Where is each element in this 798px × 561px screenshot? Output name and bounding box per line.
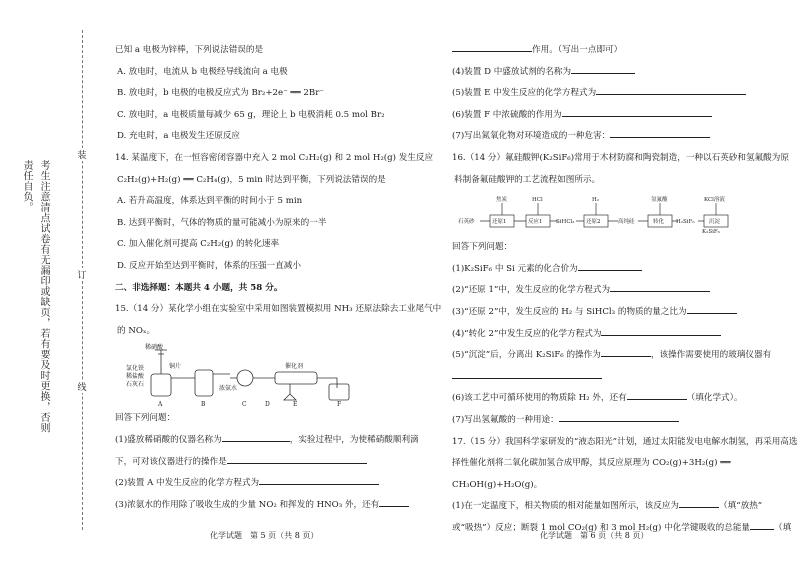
q13-option-c: C. 放电时，a 电极质量每减少 65 g，理论上 b 电极消耗 0.5 mol Br₂ bbox=[117, 109, 385, 120]
flow-node-convert: 转化 bbox=[653, 219, 665, 226]
q17-part1: (1)在一定温度下，相关物质的相对能量如图所示，该反应为 bbox=[452, 501, 680, 512]
flow-node-reduce1: 还原1 bbox=[492, 219, 507, 226]
q16-part3: (3)“还原 2”中，发生反应的 H₂ 与 SiHCl₃ 的物质的量之比为 bbox=[452, 306, 687, 317]
q14-option-d: D. 反应开始至达到平衡时，体系的压强一直减小 bbox=[117, 260, 301, 271]
q16-blank-8[interactable] bbox=[559, 411, 679, 422]
q16-blank-4[interactable] bbox=[601, 325, 721, 336]
q15-blank-9[interactable] bbox=[610, 127, 710, 138]
q15-part5: (5)装置 E 中发生反应的化学方程式为 bbox=[452, 88, 597, 99]
q15-blank-6[interactable] bbox=[571, 63, 635, 74]
flow-node-quartz: 石英砂 bbox=[458, 219, 475, 226]
candidate-notice: 考生注意清点试卷有无漏印或缺页，若有要及时更换，否则责任自负。 bbox=[21, 160, 49, 433]
label-conc-ammonia: 浓氨水 bbox=[219, 385, 238, 393]
label-e: E bbox=[293, 401, 298, 409]
q15-blank-7[interactable] bbox=[596, 84, 746, 95]
q13-option-b: B. 放电时，b 电极的电极反应式为 Br₂+2e⁻ ══ 2Br⁻ bbox=[117, 88, 324, 99]
binding-char-zhuang: 装 bbox=[75, 148, 89, 161]
q15-blank-8[interactable] bbox=[562, 106, 712, 117]
label-b: B bbox=[201, 401, 206, 409]
q16-process-flow bbox=[458, 193, 738, 236]
q16-blank-7[interactable] bbox=[627, 389, 687, 400]
q16-part1: (1)K₂SiF₆ 中 Si 元素的化合价为 bbox=[452, 263, 578, 274]
q15-part1-line2: 下，可对该仪器进行的操作是 bbox=[115, 456, 227, 467]
flow-node-h2sif6: H₂SiF₆ bbox=[676, 219, 695, 226]
q16-answer-intro: 回答下列问题： bbox=[452, 242, 513, 253]
flow-label-coke: 焦炭 bbox=[496, 197, 508, 204]
flow-label-kcl: KCl溶液 bbox=[704, 197, 725, 204]
q15-part1-cont: ，实验过程中，为使稀硝酸顺利滴 bbox=[289, 434, 419, 445]
q16-part7: (7)写出氢氟酸的一种用途： bbox=[452, 414, 559, 425]
page-6-column bbox=[452, 40, 798, 539]
q15-part2: (2)装置 A 中发生反应的化学方程式为 bbox=[115, 478, 260, 489]
binding-char-ding: 订 bbox=[75, 268, 89, 281]
q16-part6: (6)该工艺中可循环使用的物质除 H₂ 外，还有 bbox=[452, 393, 627, 404]
q15-part3-end: 作用。（写出一点即可） bbox=[532, 45, 623, 55]
q15-part1: (1)盛放稀硝酸的仪器名称为 bbox=[115, 434, 222, 445]
label-f: F bbox=[337, 401, 342, 409]
label-dilute-hcl: 稀盐酸 bbox=[126, 373, 145, 381]
section-heading: 二、非选择题：本题共 4 小题，共 58 分。 bbox=[115, 282, 283, 293]
q15-apparatus-diagram bbox=[125, 344, 365, 408]
q16-stem: 16.（14 分）氟硅酸钾(K₂SiF₆)常用于木材防腐和陶瓷制造，一种以石英砂和氢氟酸为原 bbox=[452, 152, 789, 163]
q17-equation-end: CH₃OH(g)+H₂O(g)。 bbox=[452, 479, 543, 490]
flow-node-reduce2: 还原2 bbox=[586, 219, 601, 226]
q14-option-c: C. 加入催化剂可提高 C₂H₂(g) 的转化速率 bbox=[117, 239, 280, 250]
q16-part5: (5)“沉淀”后，分离出 K₂SiF₆ 的操作为 bbox=[452, 350, 601, 361]
label-dilute-nitric: 稀硝酸 bbox=[145, 344, 164, 352]
q16-part4: (4)“转化 2”中发生反应的化学方程式为 bbox=[452, 328, 602, 339]
footer-page-6: 化学试题 第 6 页（共 8 页） bbox=[540, 531, 649, 540]
flow-node-pure-si: 高纯硅 bbox=[618, 219, 635, 226]
q16-blank-2[interactable] bbox=[610, 281, 710, 292]
label-iron-chloride: 氯化铁 bbox=[126, 365, 145, 373]
flow-label-hcl: HCl bbox=[532, 197, 543, 204]
page-5-column bbox=[115, 40, 442, 516]
q17-stem: 17.（15 分）我国科学家研发的“液态阳光”计划，通过太阳能发电电解水制氢，再采用高选 bbox=[452, 436, 798, 447]
label-copper: 铜片 bbox=[169, 363, 182, 371]
flow-label-hf: 氢氟酸 bbox=[651, 197, 668, 204]
q17-part1-end: （填 bbox=[774, 522, 792, 533]
label-d: D bbox=[265, 401, 270, 409]
q15-part3: (3)浓氨水的作用除了吸收生成的少量 NO₂ 和挥发的 HNO₃ 外，还有 bbox=[115, 499, 380, 510]
q16-blank-1[interactable] bbox=[578, 260, 642, 271]
q16-blank-3[interactable] bbox=[687, 303, 737, 314]
label-catalyst: 催化剂 bbox=[285, 363, 304, 371]
flow-node-sihcl3: SiHCl₃ bbox=[556, 219, 575, 226]
q15-blank-1[interactable] bbox=[222, 431, 290, 442]
footer-page-5: 化学试题 第 5 页（共 8 页） bbox=[210, 531, 319, 540]
q15-part7: (7)写出氮氧化物对环境造成的一种危害： bbox=[452, 131, 611, 142]
label-limestone: 石灰石 bbox=[126, 381, 145, 389]
flow-node-k2sif6: K₂SiF₆ bbox=[702, 229, 720, 236]
flow-label-h2: H₂ bbox=[592, 197, 600, 204]
q15-part4: (4)装置 D 中盛放试剂的名称为 bbox=[452, 66, 572, 77]
label-a: A bbox=[158, 401, 163, 409]
q14-option-a: A. 若升高温度，体系达到平衡的时间小于 5 min bbox=[117, 196, 303, 207]
q14-stem: 14. 某温度下，在一恒容密闭容器中充入 2 mol C₂H₂(g) 和 2 mol H₂(g) 发生反应 bbox=[115, 152, 434, 163]
q15-blank-4[interactable] bbox=[379, 496, 409, 507]
q17-blank-2[interactable] bbox=[750, 519, 774, 530]
q13-stem-end: 已知 a 电极为锌棒，下列说法错误的是 bbox=[115, 45, 264, 55]
q15-blank-2[interactable] bbox=[227, 453, 367, 464]
q16-stem-cont: 料制备氟硅酸钾的工艺流程如图所示。 bbox=[454, 174, 601, 185]
q15-answer-intro: 回答下列问题： bbox=[115, 413, 176, 424]
q17-part1-choice: （填“放热” bbox=[719, 501, 763, 512]
q13-option-d: D. 充电时，a 电极发生还原反应 bbox=[117, 131, 241, 142]
q16-blank-6[interactable] bbox=[452, 368, 602, 379]
q17-blank-1[interactable] bbox=[679, 497, 719, 508]
q15-blank-5[interactable] bbox=[452, 41, 532, 52]
q14-option-b: B. 达到平衡时，气体的物质的量可能减小为原来的一半 bbox=[117, 217, 327, 228]
q16-part2: (2)“还原 1”中，发生反应的化学方程式为 bbox=[452, 285, 611, 296]
q14-equation: C₂H₂(g)+H₂(g) ══ C₂H₄(g)，5 min 时达到平衡，下列说法错误的是 bbox=[117, 174, 386, 185]
binding-char-xian: 线 bbox=[75, 380, 89, 393]
q15-blank-3[interactable] bbox=[259, 474, 379, 485]
label-c: C bbox=[242, 401, 247, 409]
q15-stem: 15.（14 分）某化学小组在实验室中采用如图装置模拟用 NH₃ 还原法除去工业尾气中 bbox=[115, 304, 442, 315]
binding-margin bbox=[0, 0, 90, 561]
q17-part1-cont: 或“吸热”）反应；断裂 1 mol CO₂(g) 和 3 mol H₂(g) 中化学键吸收的总能量 bbox=[452, 522, 751, 533]
flow-node-react1: 反应1 bbox=[528, 219, 543, 226]
q15-stem-cont: 的 NOₓ。 bbox=[117, 325, 156, 336]
flow-node-precip: 沉淀 bbox=[709, 219, 721, 226]
q16-blank-5[interactable] bbox=[601, 346, 651, 357]
q16-part5-cont: ，该操作需要使用的玻璃仪器有 bbox=[650, 350, 772, 361]
q13-option-a: A. 放电时，电流从 b 电极经导线流向 a 电极 bbox=[117, 66, 288, 77]
q17-stem-cont: 择性催化剂将二氧化碳加氢合成甲醇，其反应原理为 CO₂(g)+3H₂(g) ══ bbox=[452, 458, 731, 469]
q16-part6-end: （填化学式）。 bbox=[686, 393, 743, 404]
q15-part6: (6)装置 F 中浓硫酸的作用为 bbox=[452, 109, 562, 120]
